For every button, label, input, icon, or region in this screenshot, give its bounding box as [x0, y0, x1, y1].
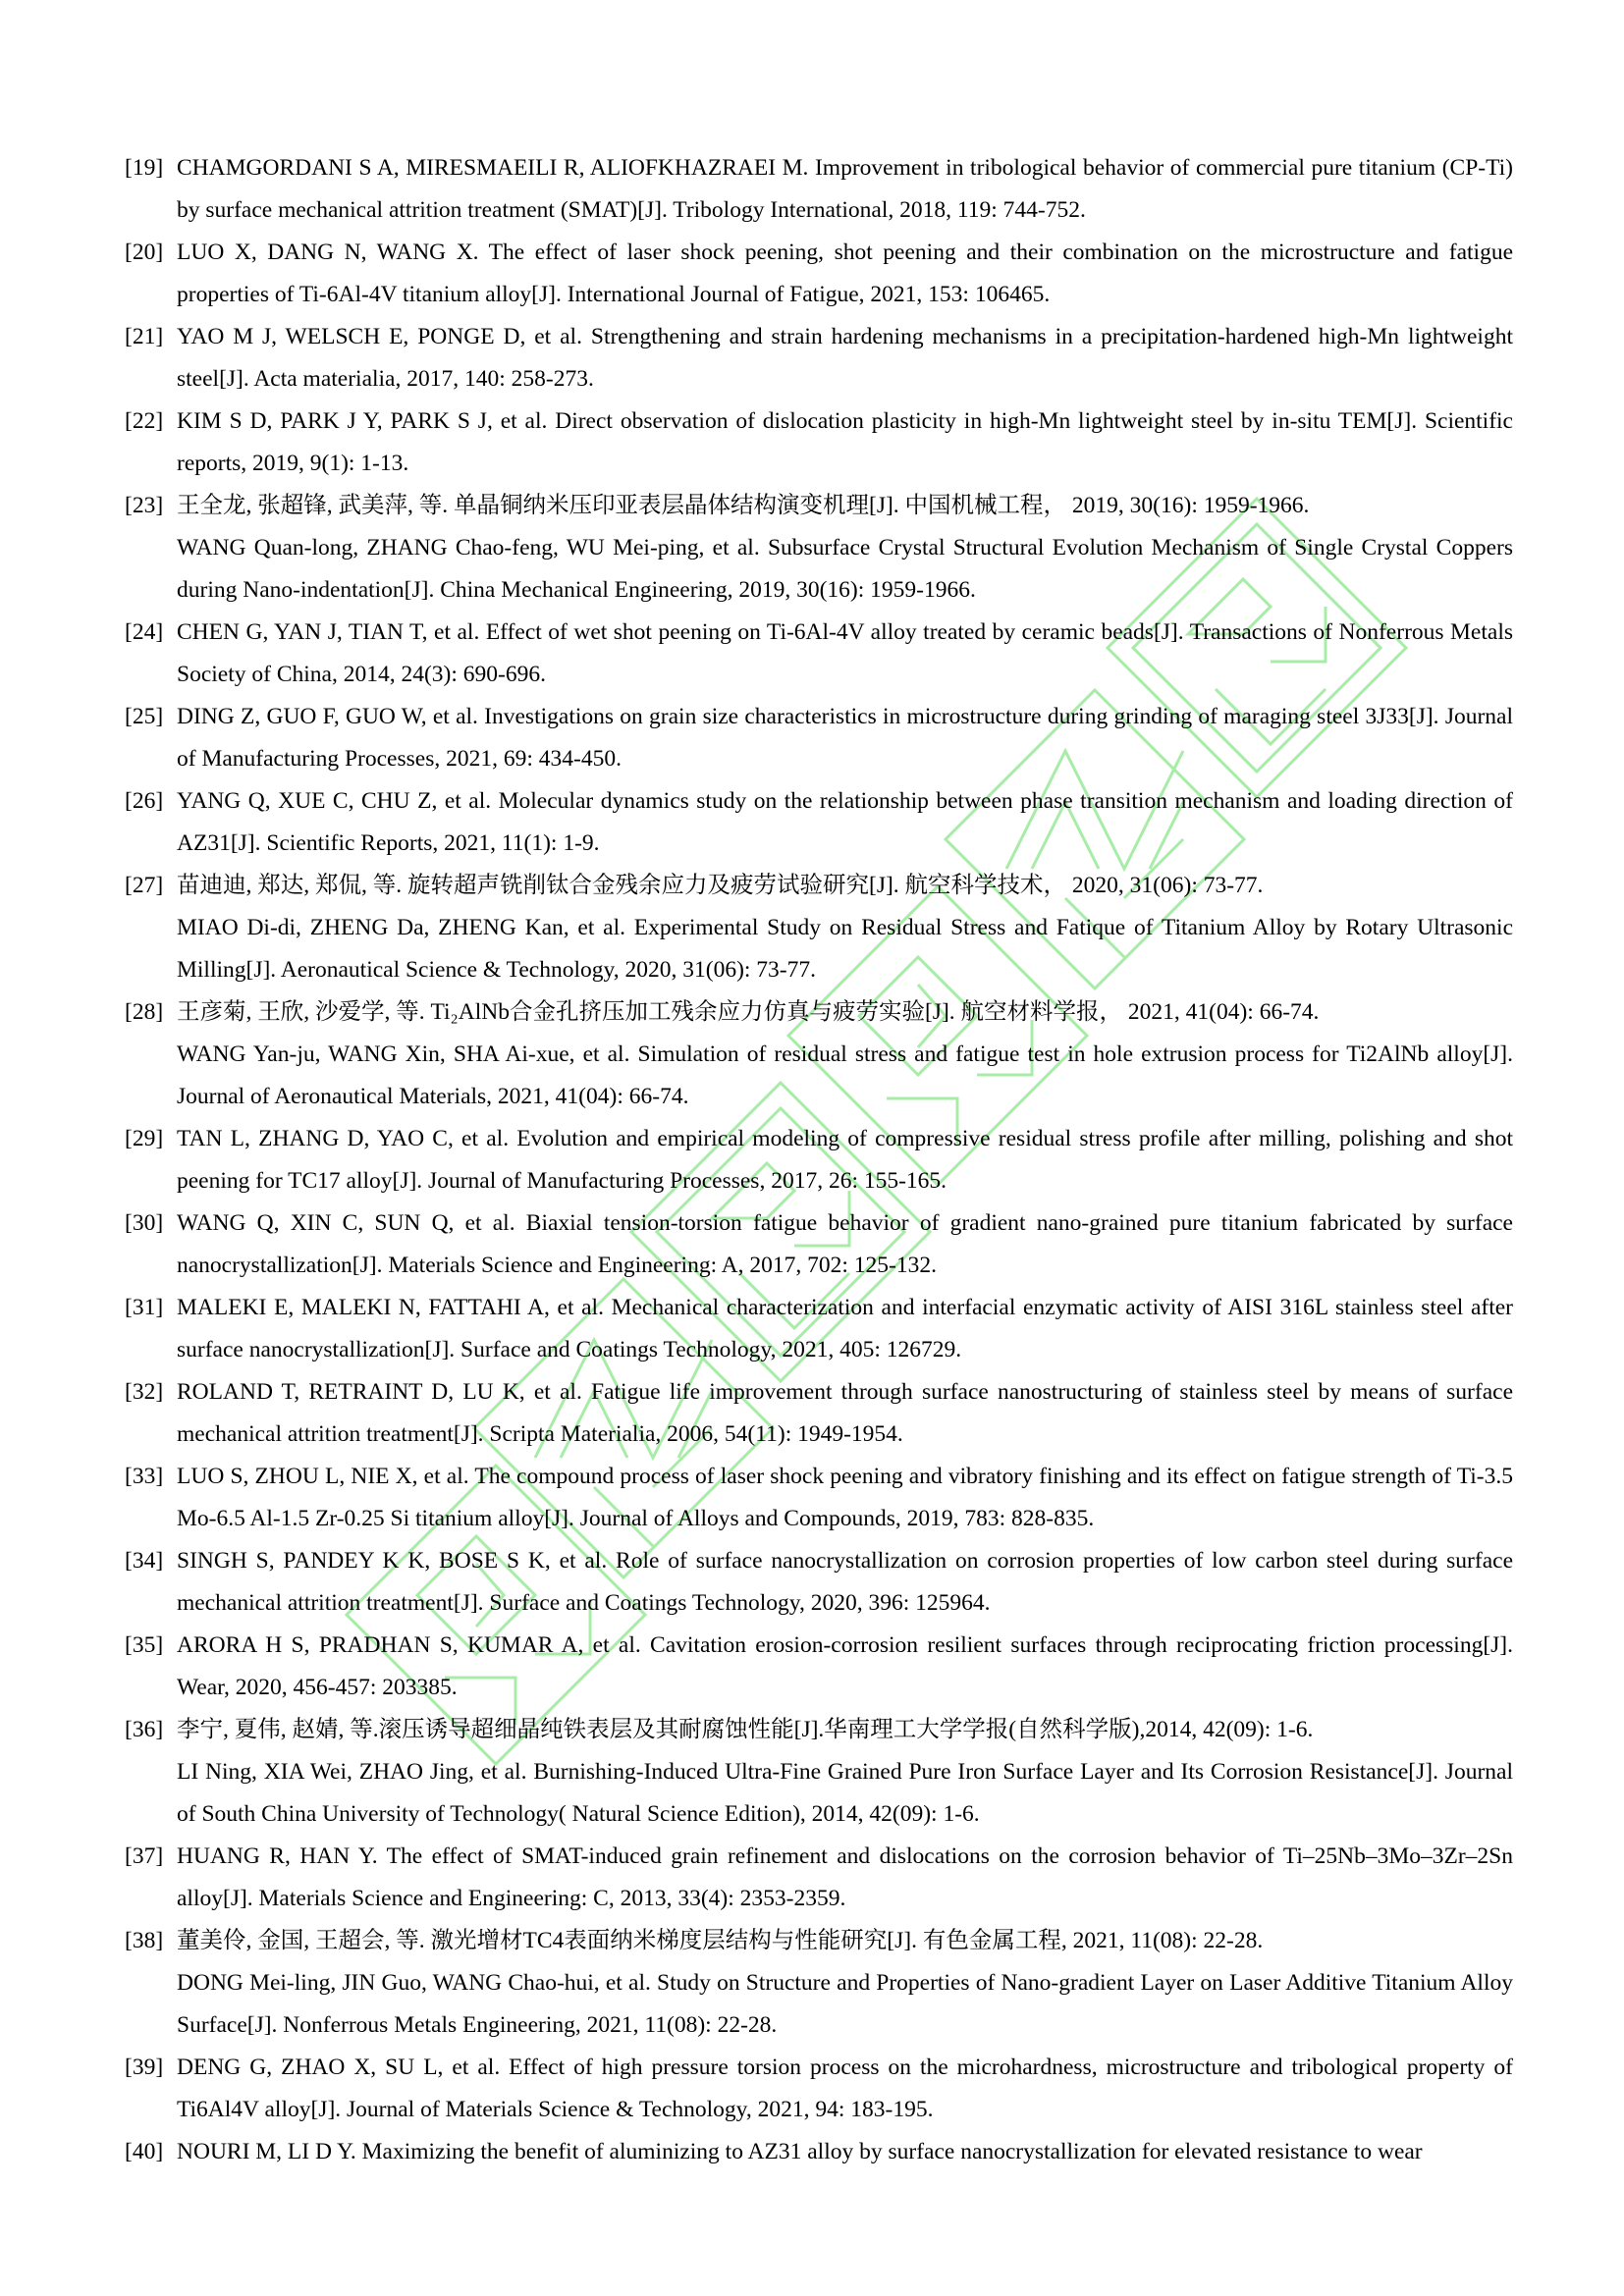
reference-item [125, 316, 1513, 400]
reference-number: [22] [125, 408, 164, 434]
reference-item [125, 400, 1513, 485]
reference-number: [36] [125, 1717, 164, 1742]
reference-number: [30] [125, 1210, 164, 1236]
reference-text [177, 2131, 1513, 2173]
reference-item [125, 1625, 1513, 1709]
reference-segment: YANG Q, XUE C, CHU Z, et al. Molecular dynamics study on the relationship between phase transition mechanism and loading direction of AZ31[J]. Scientific Reports, 2021, 11(1): 1-9. [177, 788, 1513, 856]
reference-text [177, 316, 1513, 400]
reference-number: [31] [125, 1295, 164, 1320]
reference-item [125, 1836, 1513, 1920]
reference-number: [35] [125, 1632, 164, 1658]
reference-text [177, 1202, 1513, 1287]
reference-segment: LI Ning, XIA Wei, ZHAO Jing, et al. Burnishing-Induced Ultra-Fine Grained Pure Iron Surface Layer and Its Corrosion Resistance[J]. Journal of South China University of Technology( Natural Science Edition), 2014, 42(09): 1-6. [177, 1759, 1513, 1827]
reference-item [125, 1118, 1513, 1202]
reference-item [125, 2131, 1513, 2173]
reference-item [125, 612, 1513, 696]
reference-number: [40] [125, 2139, 164, 2164]
reference-item [125, 1456, 1513, 1540]
reference-segment: 王彦菊, 王欣, 沙爱学, 等. Ti₂AlNb合金孔挤压加工残余应力仿真与疲劳实验[J]. 航空材料学报， 2021, 41(04): 66-74. [177, 999, 1320, 1025]
reference-segment: DING Z, GUO F, GUO W, et al. Investigations on grain size characteristics in microstructure during grinding of maraging steel 3J33[J]. Journal of Manufacturing Processes, 2021, 69: 434-450. [177, 704, 1513, 772]
reference-item [125, 232, 1513, 316]
reference-item [125, 1287, 1513, 1371]
reference-number: [21] [125, 324, 164, 349]
reference-item [125, 2047, 1513, 2131]
reference-text [177, 1836, 1513, 1920]
reference-segment: WANG Quan-long, ZHANG Chao-feng, WU Mei-ping, et al. Subsurface Crystal Structural Evolution Mechanism of Single Crystal Coppers during Nano-indentation[J]. China Mechanical Engineering, 2019, 30(16): 1959-1966. [177, 535, 1513, 603]
reference-segment: 李宁, 夏伟, 赵婧, 等.滚压诱导超细晶纯铁表层及其耐腐蚀性能[J].华南理工大学学报(自然科学版),2014, 42(09): 1-6. [177, 1717, 1314, 1742]
reference-item [125, 780, 1513, 865]
reference-item [125, 1920, 1513, 2047]
reference-item [125, 991, 1513, 1118]
reference-item [125, 147, 1513, 232]
reference-segment: ARORA H S, PRADHAN S, KUMAR A, et al. Cavitation erosion-corrosion resilient surfaces through reciprocating friction processing[J]. Wear, 2020, 456-457: 203385. [177, 1632, 1513, 1700]
reference-segment: KIM S D, PARK J Y, PARK S J, et al. Direct observation of dislocation plasticity in high-Mn lightweight steel by in-situ TEM[J]. Scientific reports, 2019, 9(1): 1-13. [177, 408, 1513, 476]
reference-item [125, 865, 1513, 991]
reference-segment: MALEKI E, MALEKI N, FATTAHI A, et al. Mechanical characterization and interfacial enzymatic activity of AISI 316L stainless steel after surface nanocrystallization[J]. Surface and Coatings Technology, 2021, 405: 126729. [177, 1295, 1513, 1362]
reference-segment: 苗迪迪, 郑达, 郑侃, 等. 旋转超声铣削钛合金残余应力及疲劳试验研究[J]. 航空科学技术， 2020, 31(06): 73-77. [177, 873, 1264, 898]
reference-segment: DENG G, ZHAO X, SU L, et al. Effect of high pressure torsion process on the microhardness, microstructure and tribological property of Ti6Al4V alloy[J]. Journal of Materials Science & Technology, 2021, 94: 183-195. [177, 2055, 1513, 2122]
reference-text [177, 780, 1513, 865]
reference-text [177, 400, 1513, 485]
reference-segment: TAN L, ZHANG D, YAO C, et al. Evolution and empirical modeling of compressive residual stress profile after milling, polishing and shot peening for TC17 alloy[J]. Journal of Manufacturing Processes, 2017, 26: 155-165. [177, 1126, 1513, 1194]
reference-text [177, 696, 1513, 780]
reference-text [177, 612, 1513, 696]
reference-segment: NOURI M, LI D Y. Maximizing the benefit of aluminizing to AZ31 alloy by surface nanocrystallization for elevated resistance to wear [177, 2139, 1423, 2164]
reference-number: [25] [125, 704, 164, 729]
reference-number: [32] [125, 1379, 164, 1405]
reference-item [125, 485, 1513, 612]
reference-number: [37] [125, 1843, 164, 1869]
reference-number: [33] [125, 1464, 164, 1489]
reference-item [125, 1540, 1513, 1625]
reference-segment: DONG Mei-ling, JIN Guo, WANG Chao-hui, et al. Study on Structure and Properties of Nano-gradient Layer on Laser Additive Titanium Alloy Surface[J]. Nonferrous Metals Engineering, 2021, 11(08): 22-28. [177, 1970, 1513, 2038]
reference-item [125, 696, 1513, 780]
reference-text [177, 991, 1513, 1118]
reference-segment: YAO M J, WELSCH E, PONGE D, et al. Strengthening and strain hardening mechanisms in a precipitation-hardened high-Mn lightweight steel[J]. Acta materialia, 2017, 140: 258-273. [177, 324, 1513, 392]
reference-text [177, 147, 1513, 232]
reference-text [177, 1371, 1513, 1456]
reference-text [177, 1709, 1513, 1836]
references-list [125, 147, 1513, 2173]
reference-text [177, 1920, 1513, 2047]
reference-text [177, 485, 1513, 612]
reference-segment: WANG Yan-ju, WANG Xin, SHA Ai-xue, et al. Simulation of residual stress and fatigue test in hole extrusion process for Ti2AlNb alloy[J]. Journal of Aeronautical Materials, 2021, 41(04): 66-74. [177, 1041, 1513, 1109]
reference-segment: ROLAND T, RETRAINT D, LU K, et al. Fatigue life improvement through surface nanostructuring of stainless steel by means of surface mechanical attrition treatment[J]. Scripta Materialia, 2006, 54(11): 1949-1954. [177, 1379, 1513, 1447]
reference-number: [23] [125, 493, 164, 518]
reference-number: [27] [125, 873, 164, 898]
reference-text [177, 2047, 1513, 2131]
reference-text [177, 1118, 1513, 1202]
reference-text [177, 1456, 1513, 1540]
reference-number: [19] [125, 155, 164, 181]
reference-text [177, 865, 1513, 991]
reference-item [125, 1709, 1513, 1836]
reference-text [177, 1287, 1513, 1371]
reference-text [177, 1540, 1513, 1625]
reference-segment: LUO S, ZHOU L, NIE X, et al. The compound process of laser shock peening and vibratory finishing and its effect on fatigue strength of Ti-3.5 Mo-6.5 Al-1.5 Zr-0.25 Si titanium alloy[J]. Journal of Alloys and Compounds, 2019, 783: 828-835. [177, 1464, 1513, 1531]
reference-number: [38] [125, 1928, 164, 1953]
reference-segment: WANG Q, XIN C, SUN Q, et al. Biaxial tension-torsion fatigue behavior of gradient nano-grained pure titanium fabricated by surface nanocrystallization[J]. Materials Science and Engineering: A, 2017, 702: 125-132. [177, 1210, 1513, 1278]
reference-text [177, 232, 1513, 316]
reference-segment: MIAO Di-di, ZHENG Da, ZHENG Kan, et al. Experimental Study on Residual Stress and Fatique of Titanium Alloy by Rotary Ultrasonic Milling[J]. Aeronautical Science & Technology, 2020, 31(06): 73-77. [177, 915, 1513, 983]
reference-number: [34] [125, 1548, 164, 1574]
reference-segment: 王全龙, 张超锋, 武美萍, 等. 单晶铜纳米压印亚表层晶体结构演变机理[J]. 中国机械工程， 2019, 30(16): 1959-1966. [177, 493, 1310, 518]
reference-segment: LUO X, DANG N, WANG X. The effect of laser shock peening, shot peening and their combination on the microstructure and fatigue properties of Ti-6Al-4V titanium alloy[J]. International Journal of Fatigue, 2021, 153: 106465. [177, 240, 1513, 307]
reference-number: [28] [125, 999, 164, 1025]
reference-item [125, 1371, 1513, 1456]
reference-segment: HUANG R, HAN Y. The effect of SMAT-induced grain refinement and dislocations on the corrosion behavior of Ti–25Nb–3Mo–3Zr–2Sn alloy[J]. Materials Science and Engineering: C, 2013, 33(4): 2353-2359. [177, 1843, 1513, 1911]
reference-segment: CHAMGORDANI S A, MIRESMAEILI R, ALIOFKHAZRAEI M. Improvement in tribological behavior of commercial pure titanium (CP-Ti) by surface mechanical attrition treatment (SMAT)[J]. Tribology International, 2018, 119: 744-752. [177, 155, 1513, 223]
reference-number: [39] [125, 2055, 164, 2080]
reference-number: [20] [125, 240, 164, 265]
reference-item [125, 1202, 1513, 1287]
reference-number: [24] [125, 619, 164, 645]
reference-text [177, 1625, 1513, 1709]
reference-number: [29] [125, 1126, 164, 1151]
reference-segment: SINGH S, PANDEY K K, BOSE S K, et al. Role of surface nanocrystallization on corrosion properties of low carbon steel during surface mechanical attrition treatment[J]. Surface and Coatings Technology, 2020, 396: 125964. [177, 1548, 1513, 1616]
reference-number: [26] [125, 788, 164, 814]
reference-segment: CHEN G, YAN J, TIAN T, et al. Effect of wet shot peening on Ti-6Al-4V alloy treated by ceramic beads[J]. Transactions of Nonferrous Metals Society of China, 2014, 24(3): 690-696. [177, 619, 1513, 687]
reference-segment: 董美伶, 金国, 王超会, 等. 激光增材TC4表面纳米梯度层结构与性能研究[J]. 有色金属工程, 2021, 11(08): 22-28. [177, 1928, 1264, 1953]
